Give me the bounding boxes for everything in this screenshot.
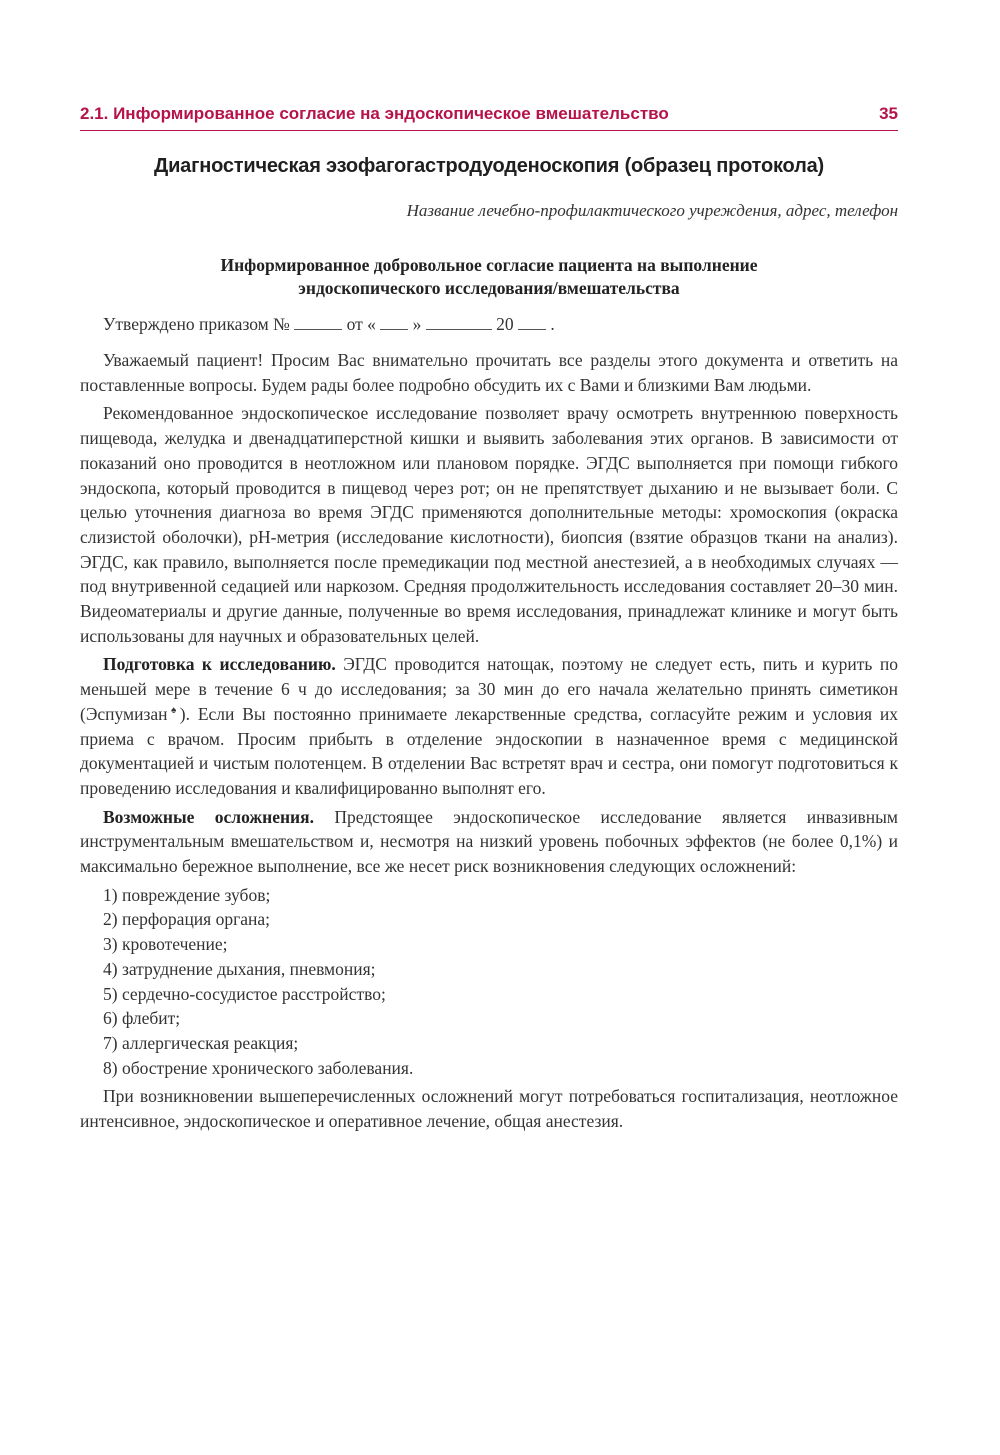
consent-heading [80,254,898,300]
month-blank [426,315,492,330]
description-paragraph: Рекомендованное эндоскопическое исследование позволяет врачу осмотреть внутреннюю поверхность пищевода, желудка и двенадцатиперстной кишки и выявить заболевания этих органов. В зависимости от показаний оно проводится в неотложном или плановом порядке. ЭГДС выполняется при помощи гибкого эндоскопа, который проводится в пищевод через рот; он не препятствует дыханию и не вызывает боли. С целью уточнения диагноза во время ЭГДС применяются дополнительные методы: хромоскопия (окраска слизистой оболочки), pH-метрия (исследование кислотности), биопсия (взятие образцов ткани на анализ). ЭГДС, как правило, выполняется после премедикации под местной анестезией, а в необходимых случаях — под внутривенной седацией или наркозом. Средняя продолжительность исследования составляет 20–30 мин. Видеоматериалы и другие данные, полученные во время исследования, принадлежат клинике и могут быть использованы для научных и образовательных целей. [80,403,898,646]
approval-prefix: Утверждено приказом № [103,314,290,334]
institution-placeholder: Название лечебно-профилактического учреждения, адрес, телефон [406,201,898,220]
list-item: 3) кровотечение; [103,934,228,955]
section-title: 2.1. Информированное согласие на эндоскопическое вмешательство [80,104,669,123]
complications-paragraph [80,805,898,879]
order-number-blank [294,315,342,330]
list-item: 6) флебит; [103,1008,181,1029]
approval-end: . [550,314,555,334]
list-item: 5) сердечно-сосудистое расстройство; [103,983,386,1004]
complications-list [80,883,898,1081]
approval-from: от « [346,314,376,334]
consent-heading-line-2: эндоскопического исследования/вмешательства [298,278,680,298]
preparation-lead: Подготовка к исследованию. [103,654,336,675]
preparation-text-a: ЭГДС проводится натощак, поэтому не следует есть, пить и курить по меньшей мере в течение 6 ч до исследования; за 30 мин до его начала желательно принять симетикон (Эспумизан [80,654,899,724]
preparation-text-b: ). Если Вы постоянно принимаете лекарственные средства, согласуйте режим и условия их приема с врачом. Просим прибыть в отделение эндоскопии в назначенное время с медицинской документацией и чистым полотенцем. В отделении Вас встретят врач и сестра, они помогут подготовиться к проведению исследования и квалифицированно выполнят его. [80,703,899,798]
list-item: 2) перфорация органа; [103,909,271,930]
complications-lead: Возможные осложнения. [103,806,314,827]
list-item: 1) повреждение зубов; [103,884,271,905]
page-number: 35 [879,104,898,123]
final-paragraph: При возникновении вышеперечисленных осложнений могут потребоваться госпитализация, неотложное интенсивное, эндоскопическое и оперативное лечение, общая анестезия. [80,1086,898,1132]
document-title: Диагностическая эзофагогастродуоденоскопия (образец протокола) [154,155,824,177]
running-header [80,102,898,130]
approval-year: 20 [496,314,514,334]
year-blank [518,315,546,330]
header-rule [80,130,898,131]
approval-quote-close: » [412,314,422,334]
approval-line [103,314,555,335]
list-item: 4) затруднение дыхания, пневмония; [103,958,376,979]
trademark-mark: ♠ [167,705,180,717]
list-item: 7) аллергическая реакция; [103,1032,299,1053]
list-item: 8) обострение хронического заболевания. [103,1057,414,1078]
intro-paragraph: Уважаемый пациент! Просим Вас внимательно прочитать все разделы этого документа и ответить на поставленные вопросы. Будем рады более подробно обсудить их с Вами и близкими Вам людьми. [80,350,898,395]
day-blank [380,315,408,330]
body-text [80,348,898,1138]
consent-heading-line-1: Информированное добровольное согласие пациента на выполнение [220,255,758,275]
complications-text: Предстоящее эндоскопическое исследование является инвазивным инструментальным вмешательством и, несмотря на низкий уровень побочных эффектов (не более 0,1%) и максимально бережное выполнение, все же несет риск возникновения следующих осложнений: [80,806,898,877]
preparation-paragraph [80,652,898,800]
